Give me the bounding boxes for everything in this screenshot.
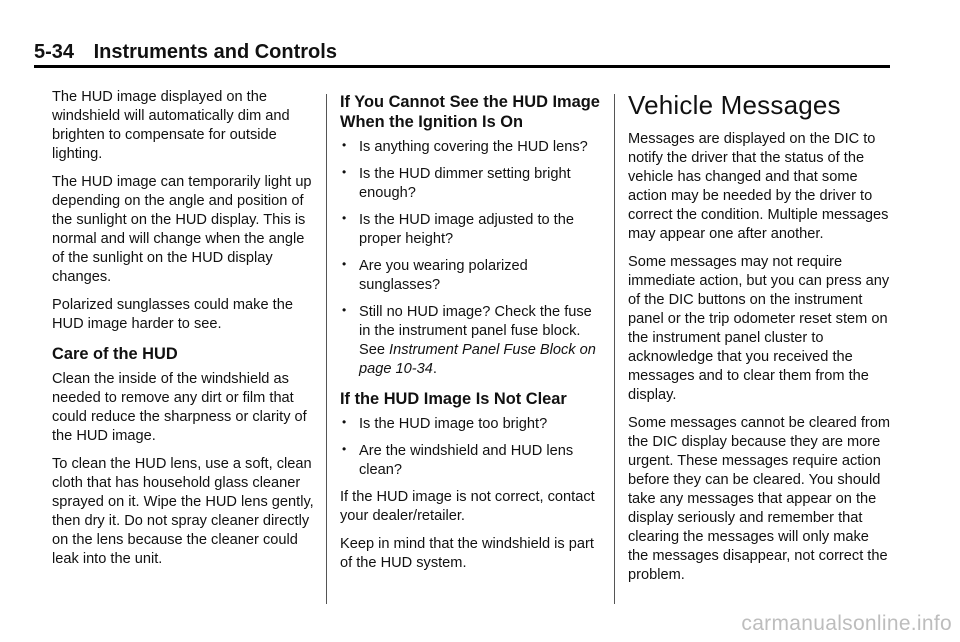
paragraph: Keep in mind that the windshield is part of the HUD system. <box>340 536 594 571</box>
watermark: carmanualsonline.info <box>741 612 952 635</box>
paragraph: Some messages cannot be cleared from the DIC display because they are more urgent. These messages require action before they can be cleared. You should take any messages that appear on the display seriously and remember that clearing the messages will only make the messages disappear, not correct the problem. <box>628 415 891 583</box>
cannot-see-list <box>340 138 602 379</box>
paragraph: If the HUD image is not correct, contact your dealer/retailer. <box>340 489 595 524</box>
paragraph: To clean the HUD lens, use a soft, clean cloth that has household glass cleaner sprayed on it. Wipe the HUD lens gently, then dry it. Do not spray cleaner directly on the lens because the cleaner could leak into the unit. <box>52 456 314 567</box>
not-clear-list <box>340 415 602 480</box>
column-2 <box>340 92 602 582</box>
page-number: 5-34 <box>34 41 75 63</box>
section-title: Instruments and Controls <box>93 41 337 63</box>
bullet-icon: • <box>342 257 347 271</box>
paragraph: Messages are displayed on the DIC to notify the driver that the status of the vehicle has changed and that some action may be needed by the driver to correct the condition. Multiple messages may appear one after another. <box>628 131 889 242</box>
list-item: • Is anything covering the HUD lens? <box>342 138 588 155</box>
paragraph: Polarized sunglasses could make the HUD image harder to see. <box>52 297 293 332</box>
cannot-see-heading: If You Cannot See the HUD Image When the Ignition Is On <box>340 93 600 131</box>
vehicle-messages-heading: Vehicle Messages <box>628 90 841 120</box>
paragraph: Some messages may not require immediate action, but you can press any of the DIC buttons on the instrument panel or the trip odometer reset stem on the instrument panel cluster to acknowledge that you received the messages and to clear them from the display. <box>628 254 890 403</box>
paragraph: The HUD image displayed on the windshield will automatically dim and brighten to compensate for outside lighting. <box>52 89 290 162</box>
not-clear-heading: If the HUD Image Is Not Clear <box>340 390 567 408</box>
page-header <box>34 40 337 64</box>
list-item: • Is the HUD dimmer setting bright enough? <box>342 165 571 201</box>
list-item: • Are the windshield and HUD lens clean? <box>342 442 574 478</box>
list-item: • Still no HUD image? Check the fuse in the instrument panel fuse block. See Instrument Panel Fuse Block on page 10-34. <box>342 303 596 377</box>
list-item: • Is the HUD image adjusted to the proper height? <box>342 211 574 247</box>
paragraph: The HUD image can temporarily light up depending on the angle and position of the sunlight on the HUD display. This is normal and will change when the angle of the sunlight on the HUD display changes. <box>52 174 312 285</box>
bullet-icon: • <box>342 303 347 317</box>
list-item: • Are you wearing polarized sunglasses? <box>342 257 528 293</box>
fuse-block-link[interactable]: Instrument Panel Fuse Block on page 10-34 <box>359 342 596 377</box>
column-1 <box>52 88 314 578</box>
paragraph: Clean the inside of the windshield as needed to remove any dirt or film that could reduce the sharpness or clarity of the HUD image. <box>52 371 307 444</box>
bullet-icon: • <box>342 211 347 225</box>
bullet-icon: • <box>342 138 347 152</box>
header-rule <box>34 65 890 68</box>
column-divider-2 <box>614 94 615 604</box>
column-divider-1 <box>326 94 327 604</box>
bullet-icon: • <box>342 442 347 456</box>
bullet-icon: • <box>342 415 347 429</box>
bullet-icon: • <box>342 165 347 179</box>
list-item: • Is the HUD image too bright? <box>342 415 548 432</box>
column-3 <box>628 88 892 594</box>
care-heading: Care of the HUD <box>52 345 178 363</box>
